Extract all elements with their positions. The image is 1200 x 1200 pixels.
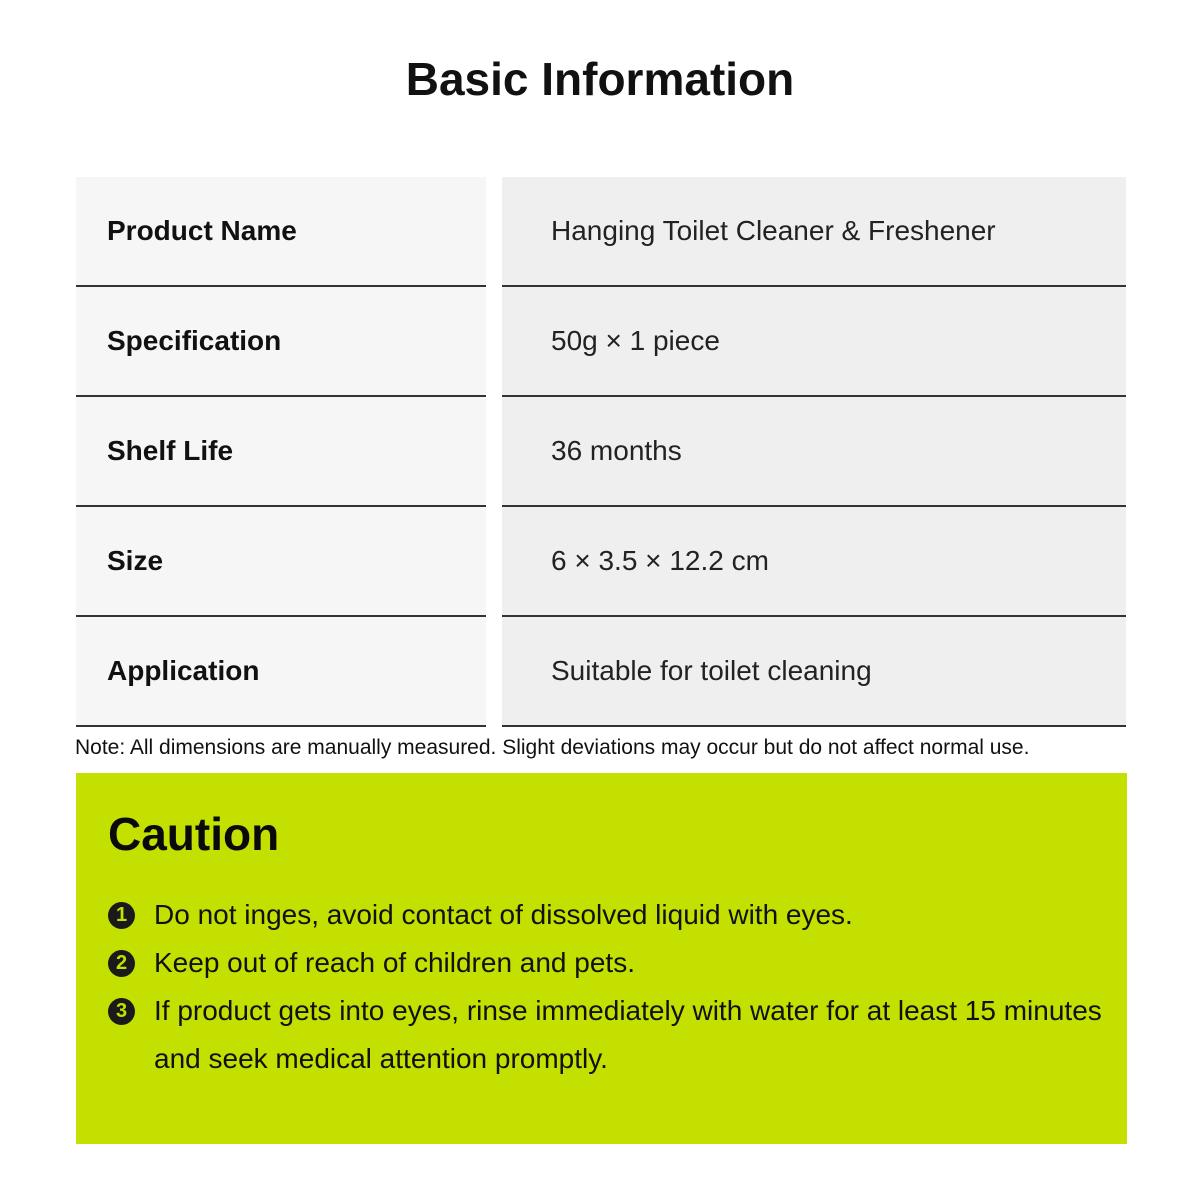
value-cell xyxy=(502,507,1126,617)
table-row xyxy=(76,507,1126,617)
list-item xyxy=(108,987,1108,1083)
list-item xyxy=(108,939,1108,987)
row-value-shelf-life: 36 months xyxy=(551,435,682,466)
caution-text-1: Do not inges, avoid contact of dissolved liquid with eyes. xyxy=(154,899,853,930)
row-value-size: 6 × 3.5 × 12.2 cm xyxy=(551,545,769,576)
row-value-specification: 50g × 1 piece xyxy=(551,325,720,356)
value-cell xyxy=(502,287,1126,397)
caution-panel xyxy=(76,773,1127,1144)
table-row xyxy=(76,397,1126,507)
caution-text-3: If product gets into eyes, rinse immediately with water for at least 15 minutes and seek medical attention promptly. xyxy=(154,995,1102,1074)
page-title: Basic Information xyxy=(405,53,795,105)
number-3-circle-icon: 3 xyxy=(108,998,135,1025)
row-label-specification: Specification xyxy=(107,325,282,356)
number-1-circle-icon: 1 xyxy=(108,902,135,929)
row-label-shelf-life: Shelf Life xyxy=(107,435,234,466)
label-cell xyxy=(76,397,486,507)
row-label-application: Application xyxy=(107,655,260,686)
list-item xyxy=(108,891,1108,939)
row-value-product-name: Hanging Toilet Cleaner & Freshener xyxy=(551,215,996,246)
row-label-size: Size xyxy=(107,545,164,576)
label-cell xyxy=(76,617,486,727)
label-cell xyxy=(76,287,486,397)
value-cell xyxy=(502,397,1126,507)
caution-text-2: Keep out of reach of children and pets. xyxy=(154,947,635,978)
measurement-note: Note: All dimensions are manually measured. Slight deviations may occur but do not affect normal use. xyxy=(75,736,1030,759)
row-value-application: Suitable for toilet cleaning xyxy=(551,655,872,686)
label-cell xyxy=(76,507,486,617)
value-cell xyxy=(502,177,1126,287)
caution-list xyxy=(108,891,1108,1083)
caution-title: Caution xyxy=(108,808,280,860)
basic-info-table xyxy=(76,177,1126,727)
row-label-product-name: Product Name xyxy=(107,215,297,246)
table-row xyxy=(76,617,1126,727)
table-row xyxy=(76,177,1126,287)
label-cell xyxy=(76,177,486,287)
value-cell xyxy=(502,617,1126,727)
table-row xyxy=(76,287,1126,397)
number-2-circle-icon: 2 xyxy=(108,950,135,977)
